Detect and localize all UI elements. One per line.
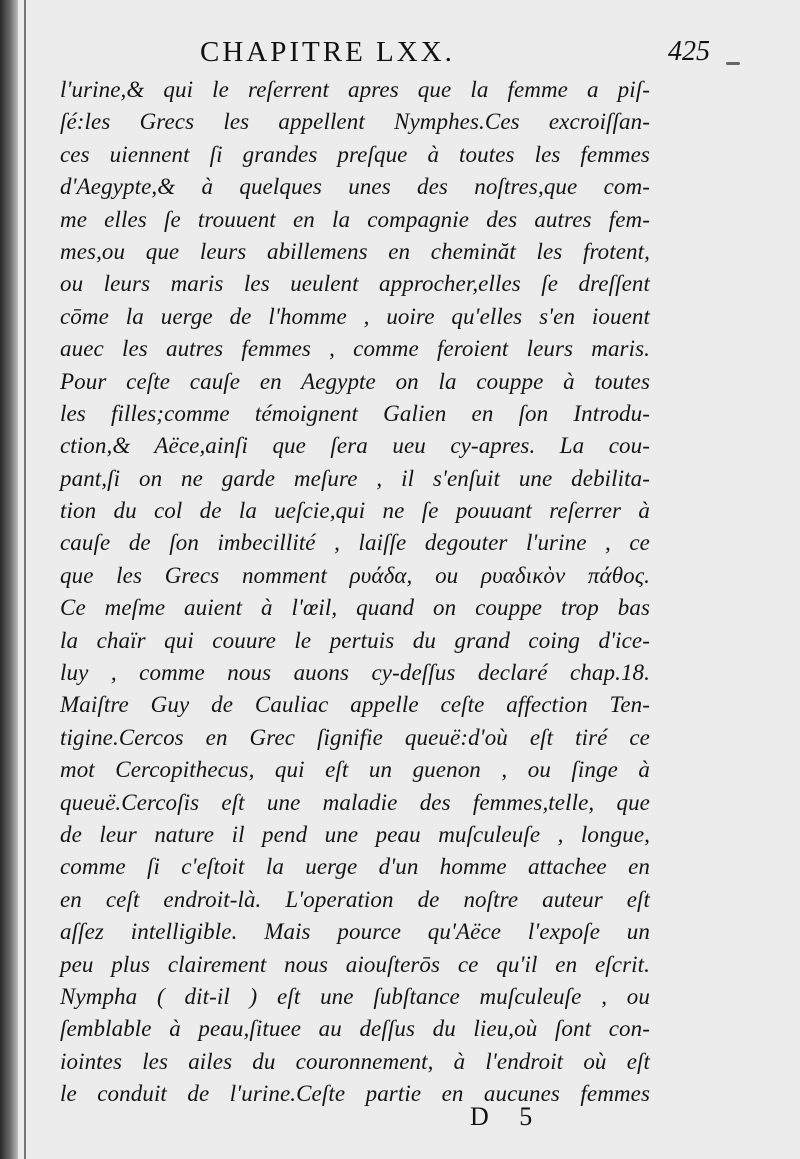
page-gutter-edge [24, 0, 26, 1159]
text-line: ſé:les Grecs les appellent Nymphes.Ces excroiſſan- [60, 109, 650, 135]
text-line: auec les autres femmes , comme feroient leurs maris. [60, 336, 650, 362]
text-line: de leur nature il pend une peau muſculeuſe , longue, [60, 821, 650, 847]
text-line: tion du col de la ueſcie,qui ne ſe pouuant reſerrer à [60, 498, 650, 524]
text-line: en ceſt endroit-là. L'operation de noſtre auteur eſt [60, 886, 650, 912]
page-number: 425 [668, 36, 710, 67]
running-head: CHAPITRE LXX. [200, 36, 455, 68]
text-line: d'Aegypte,& à quelques unes des noſtres,que com- [60, 174, 650, 200]
text-line: la chaïr qui couure le pertuis du grand coing d'ice- [60, 627, 650, 653]
text-line: aſſez intelligible. Mais pource qu'Aëce l'expoſe un [60, 919, 650, 945]
text-line: l'urine,& qui le reſerrent apres que la femme a piſ- [60, 77, 650, 102]
text-line: que les Grecs nomment ρυάδα, ou ρυαδικὸν πάθος. [60, 562, 650, 588]
text-line: comme ſi c'eſtoit la uerge d'un homme attachee en [60, 854, 650, 880]
text-line: Nympha ( dit-il ) eſt une ſubſtance muſculeuſe , ou [60, 983, 650, 1009]
page-gutter-shadow [0, 0, 18, 1159]
text-line: les filles;comme témoignent Galien en ſon Introdu- [60, 400, 650, 426]
text-line: tigine.Cercos en Grec ſignifie queuë:d'où eſt tiré ce [60, 724, 650, 750]
text-line: cauſe de ſon imbecillité , laiſſe degouter l'urine , ce [60, 530, 650, 556]
signature-mark: D 5 [470, 1102, 545, 1131]
text-line: cōme la uerge de l'homme , uoire qu'elles s'en iouent [60, 303, 650, 329]
text-line: ſemblable à peau,ſituee au deſſus du lieu,où ſont con- [60, 1016, 650, 1042]
text-line: Maiſtre Guy de Cauliac appelle ceſte affection Ten- [60, 692, 650, 718]
page-header [70, 36, 760, 70]
text-line: luy , comme nous auons cy-deſſus declaré chap.18. [60, 660, 650, 686]
text-line: iointes les ailes du couronnement, à l'endroit où eſt [60, 1048, 650, 1074]
body-text [60, 74, 650, 1111]
text-line: le conduit de l'urine.Ceſte partie en aucunes femmes [60, 1081, 650, 1107]
text-line: peu plus clairement nous aiouſterōs ce qu'il en eſcrit. [60, 951, 650, 977]
text-line: mes,ou que leurs abillemens en cheminăt les frotent, [60, 238, 650, 264]
text-line: queuë.Cercoſis eſt une maladie des femmes,telle, que [60, 789, 650, 815]
text-line: me elles ſe trouuent en la compagnie des autres fem- [60, 206, 650, 232]
text-line: mot Cercopithecus, qui eſt un guenon , ou ſinge à [60, 757, 650, 783]
text-line: pant,ſi on ne garde meſure , il s'enſuit une debilita- [60, 465, 650, 491]
text-line: Ce meſme auient à l'œil, quand on couppe trop bas [60, 595, 650, 621]
text-line: ces uiennent ſi grandes preſque à toutes les femmes [60, 141, 650, 167]
text-line: Pour ceſte cauſe en Aegypte on la couppe à toutes [60, 368, 650, 394]
text-line: ction,& Aëce,ainſi que ſera ueu cy-apres. La cou- [60, 433, 650, 459]
text-line: ou leurs maris les ueulent approcher,elles ſe dreſſent [60, 271, 650, 297]
